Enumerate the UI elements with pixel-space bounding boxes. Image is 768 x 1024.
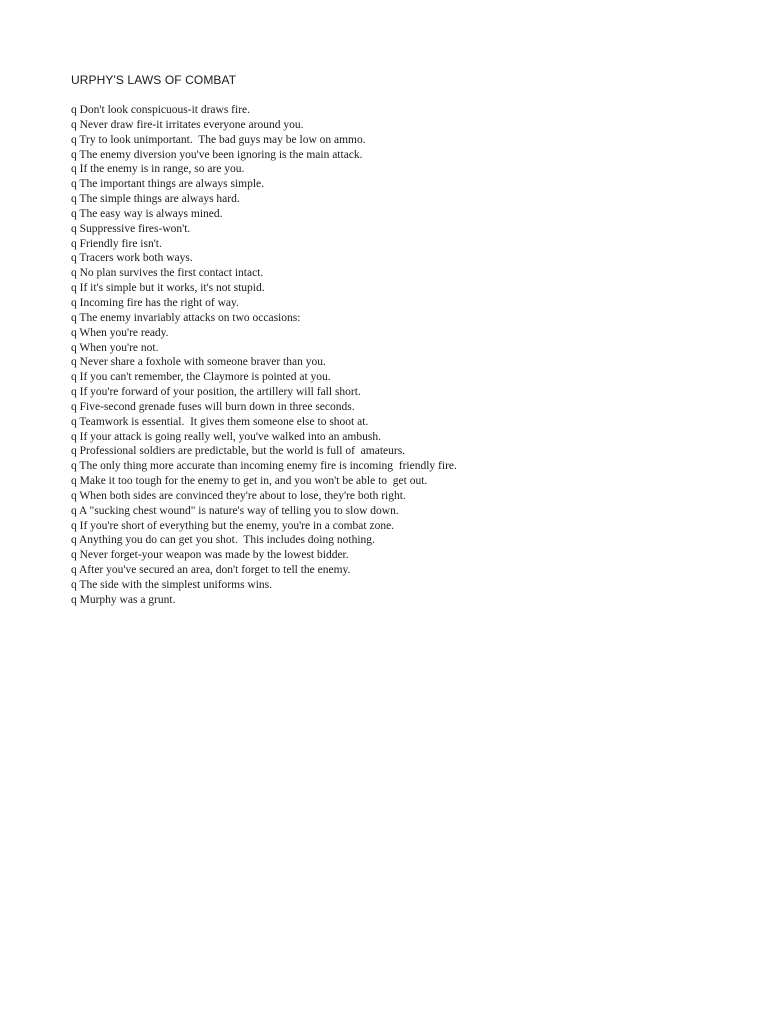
law-text: The easy way is always mined. bbox=[79, 207, 223, 220]
bullet-glyph: q bbox=[71, 534, 77, 547]
bullet-glyph: q bbox=[71, 178, 77, 191]
list-item bbox=[71, 133, 457, 148]
law-text: When you're ready. bbox=[79, 326, 169, 339]
bullet-glyph: q bbox=[71, 207, 77, 220]
list-item bbox=[71, 296, 457, 311]
list-item bbox=[71, 593, 457, 608]
list-item bbox=[71, 533, 457, 548]
list-item bbox=[71, 251, 457, 266]
list-item bbox=[71, 563, 457, 578]
law-text: If you're forward of your position, the artillery will fall short. bbox=[79, 386, 361, 399]
list-item bbox=[71, 548, 457, 563]
list-item bbox=[71, 148, 457, 163]
bullet-glyph: q bbox=[71, 193, 77, 206]
bullet-glyph: q bbox=[71, 519, 77, 532]
list-item bbox=[71, 341, 457, 356]
bullet-glyph: q bbox=[71, 222, 77, 235]
list-item bbox=[71, 355, 457, 370]
law-text: If the enemy is in range, so are you. bbox=[79, 163, 245, 176]
bullet-glyph: q bbox=[71, 579, 77, 591]
law-text: Don't look conspicuous-it draws fire. bbox=[79, 104, 251, 116]
bullet-glyph: q bbox=[71, 104, 77, 116]
list-item bbox=[71, 444, 457, 459]
law-text: Never draw fire-it irritates everyone around you. bbox=[79, 118, 304, 131]
law-text: When you're not. bbox=[79, 341, 159, 354]
bullet-glyph: q bbox=[71, 267, 77, 280]
page-title: URPHY'S LAWS OF COMBAT bbox=[71, 73, 237, 87]
bullet-glyph: q bbox=[71, 593, 77, 606]
list-item bbox=[71, 118, 457, 133]
law-text: The enemy diversion you've been ignoring is the main attack. bbox=[79, 148, 363, 161]
bullet-glyph: q bbox=[71, 400, 77, 413]
law-text: Professional soldiers are predictable, but the world is full of amateurs. bbox=[79, 445, 406, 458]
bullet-glyph: q bbox=[71, 386, 77, 399]
bullet-glyph: q bbox=[71, 341, 77, 354]
bullet-glyph: q bbox=[71, 148, 77, 161]
list-item bbox=[71, 281, 457, 296]
list-item bbox=[71, 370, 457, 385]
bullet-glyph: q bbox=[71, 311, 77, 324]
bullet-glyph: q bbox=[71, 296, 77, 309]
bullet-glyph: q bbox=[71, 475, 77, 488]
law-text: Never forget-your weapon was made by the lowest bidder. bbox=[79, 549, 349, 562]
law-text: Make it too tough for the enemy to get in, and you won't be able to get out. bbox=[79, 475, 428, 488]
law-text: If you can't remember, the Claymore is pointed at you. bbox=[79, 371, 331, 384]
bullet-glyph: q bbox=[71, 415, 77, 428]
law-text: Suppressive fires-won't. bbox=[79, 222, 191, 235]
law-text: A "sucking chest wound" is nature's way of telling you to slow down. bbox=[79, 504, 399, 517]
list-item bbox=[71, 519, 457, 534]
list-item bbox=[71, 266, 457, 281]
law-text: Five-second grenade fuses will burn down in three seconds. bbox=[79, 400, 355, 413]
bullet-glyph: q bbox=[71, 549, 77, 562]
law-text: Friendly fire isn't. bbox=[79, 237, 162, 250]
list-item bbox=[71, 578, 457, 593]
list-item bbox=[71, 430, 457, 445]
law-text: Try to look unimportant. The bad guys may be low on ammo. bbox=[79, 133, 366, 146]
bullet-glyph: q bbox=[71, 356, 77, 369]
law-text: If it's simple but it works, it's not stupid. bbox=[79, 282, 265, 295]
law-text: Incoming fire has the right of way. bbox=[79, 296, 239, 309]
list-item bbox=[71, 192, 457, 207]
list-item bbox=[71, 162, 457, 177]
list-item bbox=[71, 237, 457, 252]
list-item bbox=[71, 489, 457, 504]
bullet-glyph: q bbox=[71, 504, 77, 517]
law-text: Anything you do can get you shot. This includes doing nothing. bbox=[79, 534, 375, 547]
law-text: If your attack is going really well, you've walked into an ambush. bbox=[79, 430, 381, 443]
law-text: Tracers work both ways. bbox=[79, 252, 193, 265]
list-item bbox=[71, 474, 457, 489]
bullet-glyph: q bbox=[71, 252, 77, 265]
law-text: When both sides are convinced they're about to lose, they're both right. bbox=[79, 489, 406, 502]
bullet-glyph: q bbox=[71, 489, 77, 502]
law-text: After you've secured an area, don't forget to tell the enemy. bbox=[79, 564, 351, 577]
law-text: Murphy was a grunt. bbox=[79, 593, 176, 606]
law-text: Teamwork is essential. It gives them someone else to shoot at. bbox=[79, 415, 369, 428]
law-text: Never share a foxhole with someone braver than you. bbox=[79, 356, 326, 369]
law-text: The important things are always simple. bbox=[79, 178, 265, 191]
bullet-glyph: q bbox=[71, 326, 77, 339]
bullet-glyph: q bbox=[71, 133, 77, 146]
laws-list bbox=[71, 103, 457, 608]
list-item bbox=[71, 400, 457, 415]
bullet-glyph: q bbox=[71, 371, 77, 384]
list-item bbox=[71, 177, 457, 192]
bullet-glyph: q bbox=[71, 460, 77, 473]
list-item bbox=[71, 385, 457, 400]
list-item bbox=[71, 222, 457, 237]
law-text: The side with the simplest uniforms wins. bbox=[79, 579, 273, 591]
bullet-glyph: q bbox=[71, 237, 77, 250]
law-text: No plan survives the first contact intact. bbox=[79, 267, 264, 280]
list-item bbox=[71, 504, 457, 519]
law-text: The only thing more accurate than incoming enemy fire is incoming friendly fire. bbox=[79, 460, 457, 473]
bullet-glyph: q bbox=[71, 445, 77, 458]
bullet-glyph: q bbox=[71, 564, 77, 577]
bullet-glyph: q bbox=[71, 163, 77, 176]
list-item bbox=[71, 459, 457, 474]
law-text: The enemy invariably attacks on two occasions: bbox=[79, 311, 301, 324]
law-text: If you're short of everything but the enemy, you're in a combat zone. bbox=[79, 519, 395, 532]
list-item bbox=[71, 326, 457, 341]
bullet-glyph: q bbox=[71, 430, 77, 443]
list-item bbox=[71, 311, 457, 326]
bullet-glyph: q bbox=[71, 118, 77, 131]
law-text: The simple things are always hard. bbox=[79, 193, 240, 206]
list-item bbox=[71, 415, 457, 430]
list-item bbox=[71, 103, 457, 118]
list-item bbox=[71, 207, 457, 222]
bullet-glyph: q bbox=[71, 282, 77, 295]
